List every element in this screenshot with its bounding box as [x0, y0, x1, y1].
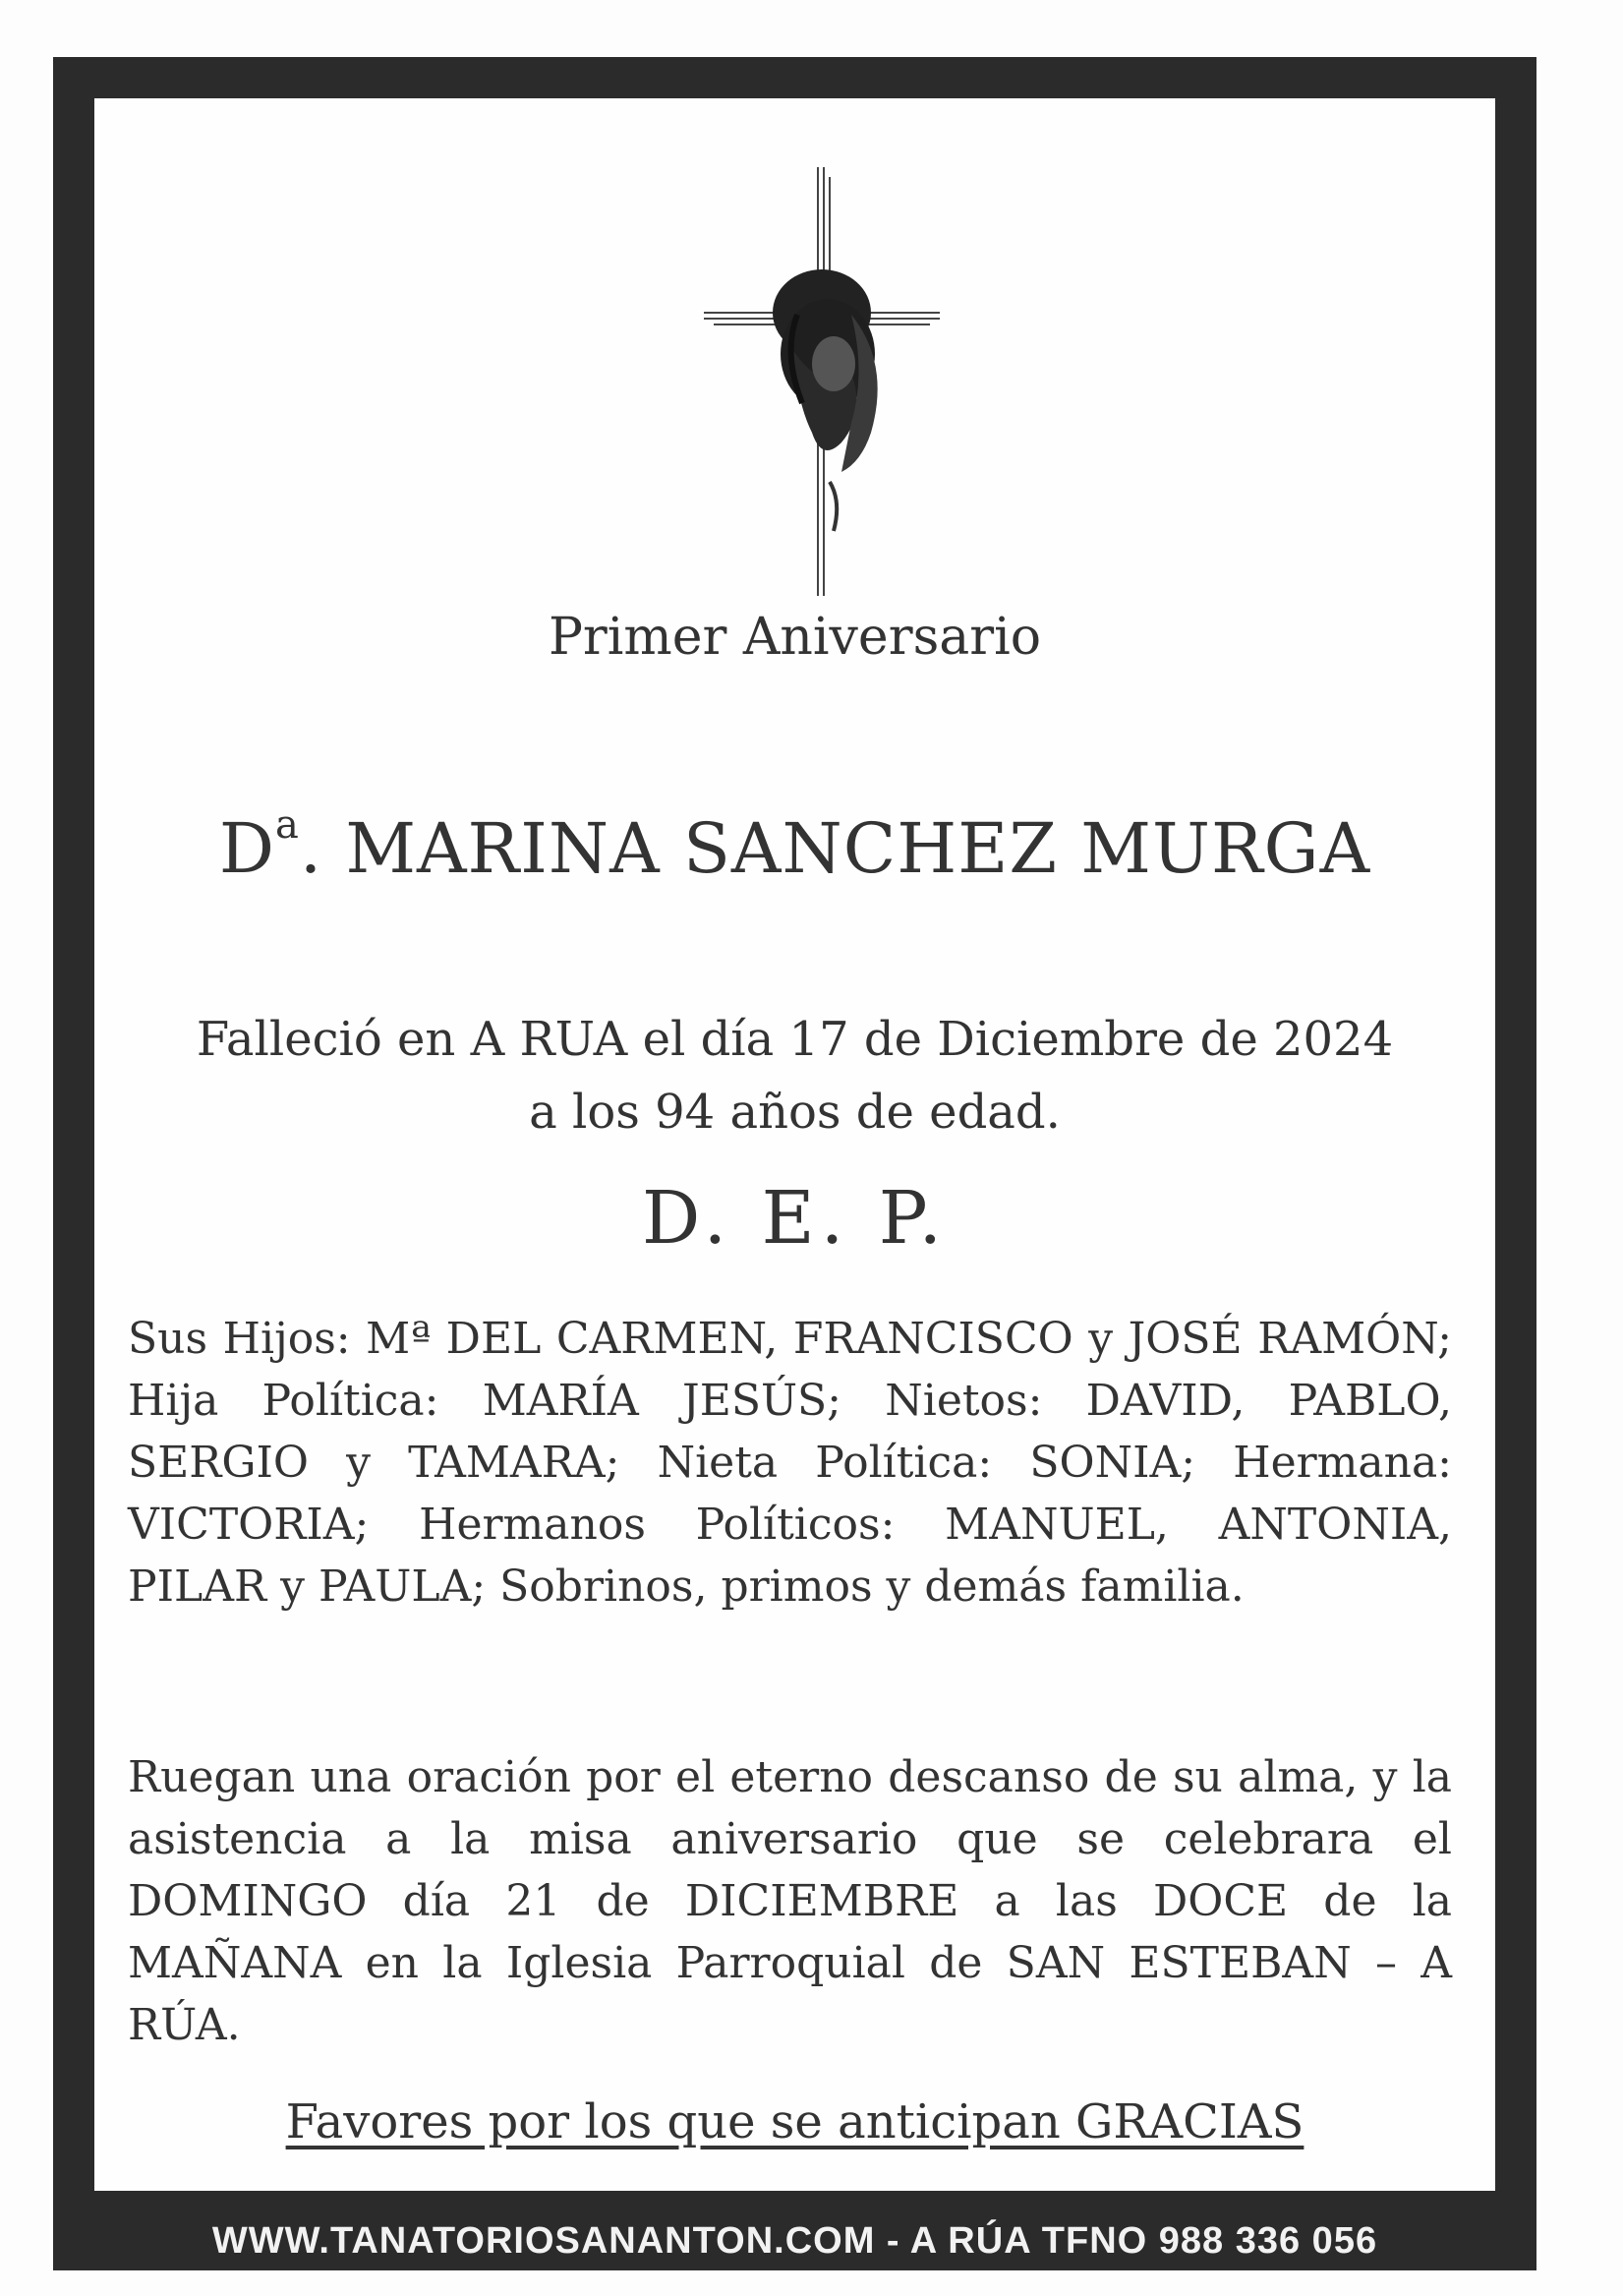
death-line-2: a los 94 años de edad. [529, 1085, 1061, 1140]
name-prefix: D [218, 808, 275, 889]
anniversary-heading: Primer Aniversario [548, 608, 1042, 667]
name-prefix-superscript: a [274, 802, 300, 848]
crucifix-icon [704, 167, 940, 596]
prayer-paragraph: Ruegan una oración por el eterno descanso de su alma, y la asistencia a la misa aniversario que se celebrara el DOMINGO día 21 de DICIEMBRE a las DOCE de la MAÑANA en la Iglesia Parroquial de SAN ESTEBAN – A RÚA. [128, 1752, 1452, 2050]
thanks-line: Favores por los que se anticipan GRACIAS [285, 2094, 1304, 2149]
death-line-1: Falleció en A RUA el día 17 de Diciembre de 2024 [196, 1012, 1394, 1067]
death-details [94, 1003, 1495, 1148]
family-paragraph: Sus Hijos: Mª DEL CARMEN, FRANCISCO y JOSÉ RAMÓN; Hija Política: MARÍA JESÚS; Nietos: DAVID, PABLO, SERGIO y TAMARA; Nieta Política: SONIA; Hermana: VICTORIA; Hermanos Políticos: MANUEL, ANTONIA, PILAR y PAULA; Sobrinos, primos y demás familia. [128, 1314, 1452, 1612]
footer-contact: WWW.TANATORIOSANANTON.COM - A RÚA TFNO 988 336 056 [211, 2220, 1378, 2262]
deceased-name [94, 802, 1495, 889]
name-rest: . MARINA SANCHEZ MURGA [299, 808, 1371, 889]
notice-border [53, 57, 1536, 2270]
notice-body [94, 98, 1495, 2191]
rip-text: D. E. P. [641, 1176, 949, 1261]
